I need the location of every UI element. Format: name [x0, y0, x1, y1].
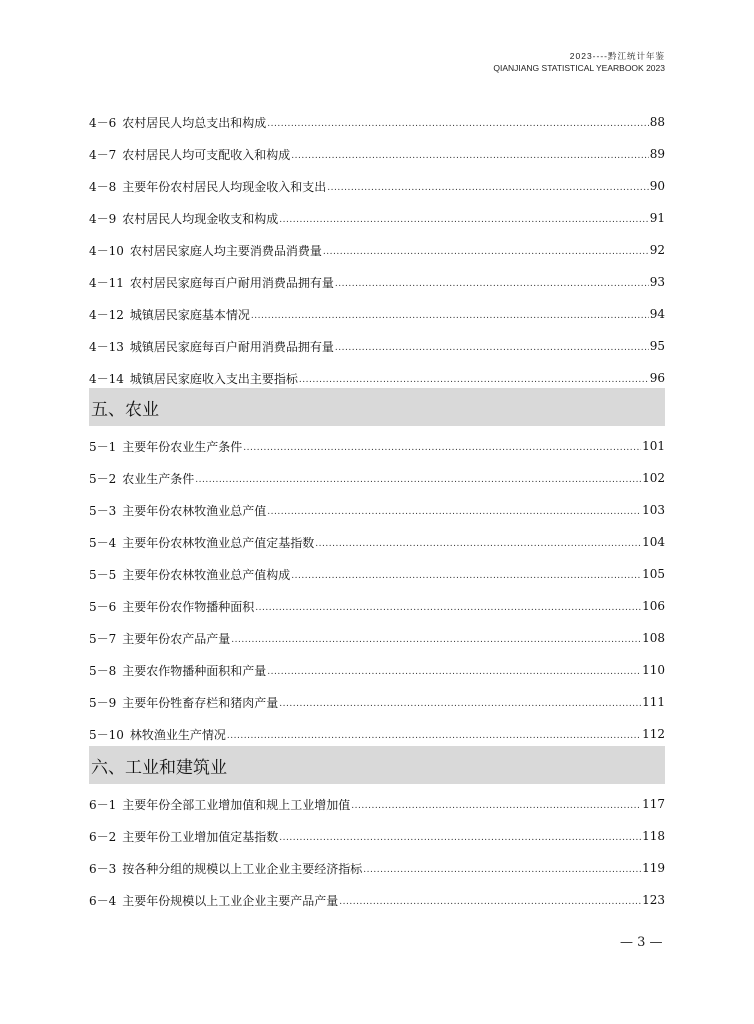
- entry-page: 117: [642, 797, 665, 811]
- toc-entry[interactable]: [89, 234, 665, 266]
- toc-entry[interactable]: [89, 266, 665, 298]
- toc-entry[interactable]: [89, 330, 665, 362]
- section-heading: 六、工业和建筑业: [89, 746, 665, 784]
- entry-number: 5－10: [89, 727, 124, 742]
- dot-leader: [267, 667, 641, 677]
- entry-title: 农村居民人均可支配收入和构成: [122, 147, 291, 162]
- table-of-contents: [89, 106, 665, 916]
- dot-leader: [351, 801, 641, 811]
- entry-page: 102: [642, 471, 665, 485]
- entry-page: 110: [642, 663, 665, 677]
- entry-title: 主要年份工业增加值定基指数: [122, 829, 279, 844]
- entry-page: 89: [649, 147, 665, 161]
- entry-title: 按各种分组的规模以上工业企业主要经济指标: [122, 861, 363, 876]
- entry-number: 5－1: [89, 439, 117, 454]
- toc-entry[interactable]: [89, 654, 665, 686]
- page-number: — 3 —: [620, 935, 663, 950]
- dot-leader: [267, 119, 648, 129]
- entry-title: 农村居民家庭人均主要消费品消费量: [129, 243, 322, 258]
- entry-number: 4－14: [89, 371, 124, 386]
- toc-entry[interactable]: [89, 494, 665, 526]
- dot-leader: [267, 507, 641, 517]
- entry-page: 90: [649, 179, 665, 193]
- dot-leader: [243, 443, 641, 453]
- entry-number: 5－3: [89, 503, 117, 518]
- entry-page: 105: [642, 567, 665, 581]
- toc-entry[interactable]: [89, 526, 665, 558]
- toc-entry[interactable]: [89, 820, 665, 852]
- entry-number: 5－5: [89, 567, 117, 582]
- entry-title: 主要年份规模以上工业企业主要产品产量: [122, 893, 339, 908]
- dot-leader: [335, 279, 649, 289]
- entry-number: 5－6: [89, 599, 117, 614]
- toc-entry[interactable]: [89, 686, 665, 718]
- entry-title: 农村居民家庭每百户耐用消费品拥有量: [129, 275, 334, 290]
- entry-title: 主要农作物播种面积和产量: [122, 663, 267, 678]
- dot-leader: [279, 699, 641, 709]
- entry-title: 林牧渔业生产情况: [129, 727, 226, 742]
- entry-title: 主要年份农林牧渔业总产值构成: [122, 567, 291, 582]
- entry-page: 96: [649, 371, 665, 385]
- entry-title: 主要年份农林牧渔业总产值定基指数: [122, 535, 315, 550]
- entry-number: 6－2: [89, 829, 117, 844]
- entry-title: 主要年份农作物播种面积: [122, 599, 255, 614]
- entry-title: 城镇居民家庭基本情况: [129, 307, 250, 322]
- entry-title: 主要年份农业生产条件: [122, 439, 243, 454]
- dot-leader: [279, 215, 648, 225]
- header-title-cn: 2023----黔江统计年鉴: [569, 51, 665, 61]
- entry-page: 94: [649, 307, 665, 321]
- entry-page: 101: [642, 439, 665, 453]
- entry-page: 111: [642, 695, 665, 709]
- entry-page: 93: [649, 275, 665, 289]
- toc-entry[interactable]: [89, 852, 665, 884]
- entry-page: 106: [642, 599, 665, 613]
- dot-leader: [291, 151, 648, 161]
- entry-title: 主要年份牲畜存栏和猪肉产量: [122, 695, 279, 710]
- toc-entry[interactable]: [89, 558, 665, 590]
- dot-leader: [327, 183, 648, 193]
- entry-page: 119: [642, 861, 665, 875]
- entry-number: 5－4: [89, 535, 117, 550]
- dot-leader: [323, 247, 649, 257]
- entry-number: 4－8: [89, 179, 117, 194]
- dot-leader: [315, 539, 641, 549]
- toc-entry[interactable]: [89, 106, 665, 138]
- dot-leader: [299, 375, 649, 385]
- entry-page: 92: [649, 243, 665, 257]
- dot-leader: [363, 865, 641, 875]
- header-title-en: QIANJIANG STATISTICAL YEARBOOK 2023: [493, 63, 665, 73]
- entry-page: 118: [642, 829, 665, 843]
- entry-number: 5－8: [89, 663, 117, 678]
- entry-title: 主要年份农林牧渔业总产值: [122, 503, 267, 518]
- toc-entry[interactable]: [89, 622, 665, 654]
- entry-title: 城镇居民家庭收入支出主要指标: [129, 371, 298, 386]
- entry-number: 6－1: [89, 797, 117, 812]
- dot-leader: [255, 603, 641, 613]
- dot-leader: [251, 311, 649, 321]
- entry-number: 4－9: [89, 211, 117, 226]
- dot-leader: [279, 833, 641, 843]
- entry-number: 4－10: [89, 243, 124, 258]
- entry-number: 4－6: [89, 115, 117, 130]
- dot-leader: [335, 343, 649, 353]
- entry-page: 104: [642, 535, 665, 549]
- toc-entry[interactable]: [89, 430, 665, 462]
- entry-title: 主要年份农村居民人均现金收入和支出: [122, 179, 327, 194]
- dot-leader: [291, 571, 641, 581]
- entry-number: 5－9: [89, 695, 117, 710]
- entry-title: 农村居民人均总支出和构成: [122, 115, 267, 130]
- toc-entry[interactable]: [89, 788, 665, 820]
- dot-leader: [195, 475, 641, 485]
- entry-title: 城镇居民家庭每百户耐用消费品拥有量: [129, 339, 334, 354]
- section-heading: 五、农业: [89, 388, 665, 426]
- entry-page: 91: [649, 211, 665, 225]
- entry-page: 95: [649, 339, 665, 353]
- entry-title: 主要年份全部工业增加值和规上工业增加值: [122, 797, 351, 812]
- entry-title: 主要年份农产品产量: [122, 631, 231, 646]
- toc-entry[interactable]: [89, 884, 665, 916]
- entry-number: 4－12: [89, 307, 124, 322]
- dot-leader: [339, 897, 641, 907]
- entry-title: 农村居民人均现金收支和构成: [122, 211, 279, 226]
- toc-entry[interactable]: [89, 202, 665, 234]
- entry-number: 6－4: [89, 893, 117, 908]
- entry-number: 4－11: [89, 275, 124, 290]
- entry-number: 4－13: [89, 339, 124, 354]
- entry-page: 88: [649, 115, 665, 129]
- toc-entry[interactable]: [89, 138, 665, 170]
- toc-entry[interactable]: [89, 462, 665, 494]
- dot-leader: [231, 635, 641, 645]
- toc-entry[interactable]: [89, 170, 665, 202]
- entry-number: 5－7: [89, 631, 117, 646]
- entry-number: 4－7: [89, 147, 117, 162]
- entry-page: 103: [642, 503, 665, 517]
- toc-entry[interactable]: [89, 298, 665, 330]
- entry-page: 108: [642, 631, 665, 645]
- dot-leader: [227, 731, 641, 741]
- entry-number: 6－3: [89, 861, 117, 876]
- entry-number: 5－2: [89, 471, 117, 486]
- entry-page: 123: [642, 893, 665, 907]
- entry-title: 农业生产条件: [122, 471, 195, 486]
- running-header: [493, 50, 665, 74]
- toc-entry[interactable]: [89, 590, 665, 622]
- entry-page: 112: [642, 727, 665, 741]
